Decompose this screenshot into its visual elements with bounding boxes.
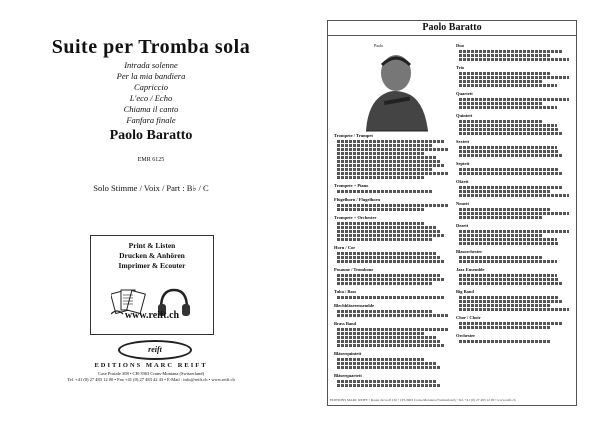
catalog-entry — [337, 344, 445, 347]
catalog-section — [456, 289, 572, 311]
section-heading: Jazz Ensemble — [456, 267, 485, 272]
section-heading: Septett — [456, 161, 470, 166]
catalog-entry — [337, 190, 433, 193]
website-url[interactable]: www.reift.ch — [124, 310, 180, 321]
section-heading: Blechbläserensemble — [334, 303, 375, 308]
catalog-entry — [459, 58, 569, 61]
catalog-entry — [337, 380, 437, 383]
catalog-entry — [459, 304, 551, 307]
catalog-entry — [459, 186, 563, 189]
catalog-entry — [459, 296, 559, 299]
catalog-entry — [459, 340, 551, 343]
catalog-entry — [337, 204, 449, 207]
catalog-entry — [459, 242, 559, 245]
section-heading: Big Band — [456, 289, 474, 294]
catalog-entry — [459, 194, 569, 197]
catalog-section — [456, 249, 572, 263]
section-heading: Bläserquintett — [334, 351, 362, 356]
section-heading: Blasorchester — [456, 249, 483, 254]
catalog-entry — [459, 54, 551, 57]
address-line: Case Postale 308 • CH-3963 Crans-Montana (Switzerland) — [97, 371, 205, 376]
movement-item: Fanfara finale — [126, 115, 176, 125]
catalog-entry — [459, 238, 557, 241]
catalog-entry — [459, 208, 551, 211]
catalog-entry — [337, 278, 445, 281]
catalog-entry — [459, 172, 563, 175]
catalog-entry — [459, 154, 563, 157]
catalog-entry — [337, 160, 441, 163]
catalog-section — [334, 245, 452, 263]
publisher-name: EDITIONS MARC REIFT — [94, 362, 208, 369]
catalog-entry — [459, 274, 557, 277]
catalog-section — [456, 267, 572, 285]
composer-portrait — [356, 41, 436, 136]
section-heading: Flügelhorn / Flugelhorn — [334, 197, 381, 202]
catalog-entry — [459, 308, 569, 311]
movement-item: Capriccio — [134, 82, 168, 92]
catalog-section — [456, 91, 572, 109]
composer-name: Paolo Baratto — [109, 128, 193, 143]
catalog-entry — [459, 212, 569, 215]
catalog-page — [327, 20, 577, 406]
catalog-entry — [337, 282, 433, 285]
publisher-logo: reift — [118, 340, 192, 360]
catalog-entry — [337, 238, 433, 241]
catalog-entry — [337, 222, 425, 225]
print-listen-text — [91, 241, 213, 271]
infobox-line: Print & Listen — [128, 241, 176, 250]
catalog-entry — [459, 132, 563, 135]
catalog-entry — [459, 84, 557, 87]
catalog-entry — [337, 168, 433, 171]
catalog-section — [334, 303, 452, 317]
catalog-entry — [459, 282, 563, 285]
parts-info: Solo Stimme / Voix / Part : B♭ / C — [93, 183, 209, 193]
catalog-entry — [337, 252, 437, 255]
catalog-entry — [459, 322, 563, 325]
catalog-footer: EDITIONS MARC REIFT • Route du Golf 150 • CH-3963 Crans-Montana (Switzerland) • Tel. +41 (0) 27 483 12 00 • www.reift.ch — [330, 398, 516, 402]
catalog-entry — [459, 50, 563, 53]
catalog-entry — [459, 146, 557, 149]
section-heading: Quintett — [456, 113, 473, 118]
section-heading: Horn / Cor — [334, 245, 356, 250]
catalog-entry — [337, 256, 441, 259]
movement-item: L'eco / Echo — [129, 93, 173, 103]
section-heading: Brass Band — [334, 321, 357, 326]
catalog-entry — [337, 274, 441, 277]
catalog-entry — [337, 152, 425, 155]
catalog-section — [456, 179, 572, 197]
movement-item: Per la mia bandiera — [116, 71, 186, 81]
catalog-entry — [337, 260, 445, 263]
catalog-entry — [337, 384, 441, 387]
infobox-line: Imprimer & Ecouter — [118, 261, 186, 270]
page-title: Suite per Tromba sola — [51, 36, 251, 58]
section-heading: Sextett — [456, 139, 470, 144]
section-heading: Oktett — [456, 179, 469, 184]
catalog-entry — [337, 314, 449, 317]
catalog-section — [334, 267, 452, 285]
catalog-entry — [459, 120, 543, 123]
catalog-entry — [337, 296, 445, 299]
catalog-section — [456, 65, 572, 87]
catalog-section — [456, 43, 572, 61]
catalog-section — [334, 183, 452, 193]
section-heading: Trompete + Piano — [334, 183, 369, 188]
catalog-section — [334, 321, 452, 347]
catalog-entry — [459, 76, 569, 79]
catalog-section — [456, 223, 572, 245]
movement-item: Chiama il canto — [123, 104, 179, 114]
catalog-entry — [337, 208, 425, 211]
catalog-section — [334, 289, 452, 299]
catalog-entry — [459, 72, 551, 75]
catalog-entry — [337, 340, 441, 343]
catalog-entry — [337, 172, 449, 175]
catalog-entry — [337, 148, 449, 151]
catalog-section — [456, 333, 572, 343]
section-heading: Dezett — [456, 223, 469, 228]
section-heading: Nonett — [456, 201, 469, 206]
catalog-entry — [459, 128, 559, 131]
section-heading: Trio — [456, 65, 465, 70]
catalog-entry — [337, 358, 425, 361]
catalog-entry — [337, 226, 437, 229]
movement-item: Intrada solenne — [124, 60, 178, 70]
catalog-entry — [459, 260, 557, 263]
catalog-section — [334, 133, 452, 179]
catalog-header: Paolo Baratto — [328, 21, 576, 36]
catalog-entry — [337, 328, 449, 331]
publisher-address — [30, 371, 272, 383]
section-heading: Quartett — [456, 91, 473, 96]
catalog-section — [456, 161, 572, 175]
print-listen-box — [90, 235, 214, 335]
catalog-section — [334, 373, 452, 387]
catalog-entry — [337, 332, 425, 335]
section-heading: Duo — [456, 43, 465, 48]
catalog-entry — [459, 102, 543, 105]
catalog-section — [334, 215, 452, 241]
catalog-entry — [459, 150, 559, 153]
catalog-entry — [459, 98, 569, 101]
section-heading: Bläserquartett — [334, 373, 362, 378]
catalog-number: EMR 6125 — [137, 157, 165, 163]
catalog-entry — [337, 336, 437, 339]
catalog-entry — [337, 140, 445, 143]
catalog-entry — [459, 326, 551, 329]
section-heading: Trompete + Orchester — [334, 215, 377, 220]
catalog-entry — [459, 106, 557, 109]
catalog-entry — [337, 230, 441, 233]
catalog-entry — [459, 124, 557, 127]
catalog-entry — [459, 80, 543, 83]
catalog-entry — [337, 156, 437, 159]
catalog-entry — [459, 278, 559, 281]
section-heading: Tuba / Bass — [334, 289, 357, 294]
address-line: Tel. +41 (0) 27 483 12 00 • Fax +41 (0) 27 483 42 43 • E-Mail : info@reift.ch • www.reift.ch — [67, 377, 235, 382]
catalog-section — [456, 315, 572, 329]
catalog-entry — [459, 190, 551, 193]
catalog-section — [334, 197, 452, 211]
catalog-section — [334, 351, 452, 369]
catalog-entry — [337, 164, 445, 167]
catalog-section — [456, 139, 572, 157]
section-heading: Trompete / Trumpet — [334, 133, 373, 138]
movement-list — [40, 60, 262, 126]
catalog-entry — [459, 234, 543, 237]
catalog-entry — [337, 234, 445, 237]
section-heading: Chor / Choir — [456, 315, 481, 320]
catalog-entry — [459, 216, 543, 219]
catalog-section — [456, 113, 572, 135]
catalog-entry — [337, 310, 433, 313]
catalog-entry — [337, 144, 433, 147]
catalog-entry — [459, 300, 563, 303]
section-heading: Posaune / Trombone — [334, 267, 374, 272]
catalog-section — [456, 201, 572, 219]
catalog-entry — [459, 256, 543, 259]
infobox-line: Drucken & Anhören — [119, 251, 185, 260]
catalog-entry — [337, 176, 425, 179]
portrait-caption: Paolo — [374, 43, 384, 48]
section-heading: Orchester — [456, 333, 476, 338]
catalog-entry — [459, 168, 559, 171]
catalog-entry — [459, 230, 569, 233]
catalog-entry — [337, 362, 437, 365]
catalog-entry — [337, 366, 441, 369]
